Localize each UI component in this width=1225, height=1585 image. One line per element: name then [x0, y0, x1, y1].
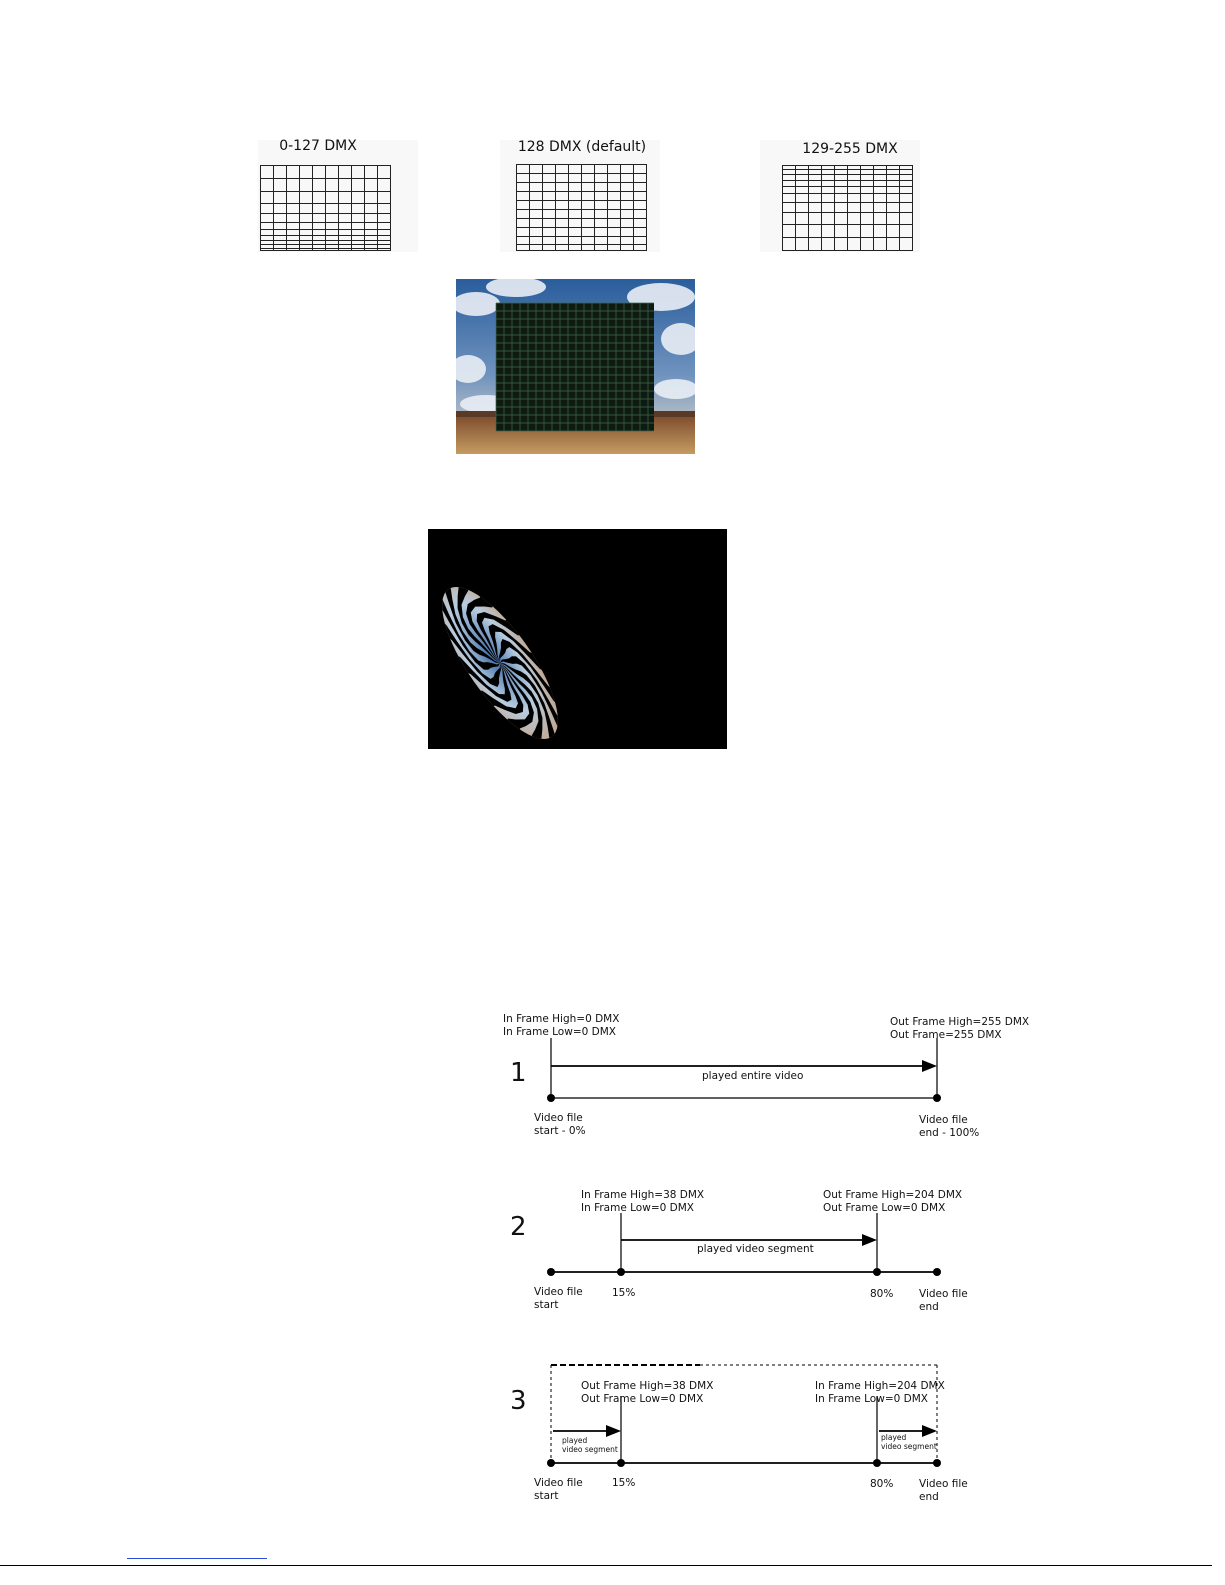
grid-caption-129-255: 129-255 DMX	[802, 141, 898, 157]
diagram-1-start-line2: start - 0%	[534, 1125, 586, 1137]
diagram-2-start-label	[534, 1286, 583, 1312]
grid-129-255	[782, 165, 914, 252]
diagram-3-start-line2: start	[534, 1490, 559, 1502]
diagram-2-start-line1: Video file	[534, 1286, 583, 1298]
diagram-3-right-arrow-line1: played	[881, 1433, 907, 1442]
grid-caption-0-127: 0-127 DMX	[279, 138, 357, 154]
diagram-2-arrow-label: played video segment	[697, 1243, 814, 1255]
diagram-3-left-arrow-line2: video segment	[562, 1445, 618, 1454]
diagram-2-in-low: In Frame Low=0 DMX	[581, 1202, 694, 1214]
diagram-1-end-label	[919, 1114, 979, 1140]
diagram-3-number: 3	[510, 1386, 527, 1416]
diagram-1-start-line1: Video file	[534, 1112, 583, 1124]
diagram-2-out-high: Out Frame High=204 DMX	[823, 1189, 963, 1201]
diagram-3-in-low: In Frame Low=0 DMX	[815, 1393, 928, 1405]
sky-grid-overlay-image	[456, 279, 695, 454]
grid-128	[516, 164, 648, 252]
diagram-3-left-arrow-label	[562, 1436, 618, 1454]
diagram-1-end-line2: end - 100%	[919, 1127, 980, 1139]
grid-caption-128: 128 DMX (default)	[517, 139, 647, 155]
footer-divider	[0, 1565, 1212, 1566]
diagram-2-in-high: In Frame High=38 DMX	[581, 1189, 705, 1201]
diagram-3-end-line1: Video file	[919, 1478, 968, 1490]
diagram-3-out-low: Out Frame Low=0 DMX	[581, 1393, 704, 1405]
grid-0-127	[260, 165, 392, 252]
diagram-1-arrow-label: played entire video	[702, 1070, 804, 1082]
diagram-3-end-line2: end	[919, 1491, 939, 1503]
diagram-1-out-high: Out Frame High=255 DMX	[890, 1016, 1030, 1028]
diagram-3-out-high: Out Frame High=38 DMX	[581, 1380, 714, 1392]
diagram-2-end-line2: end	[919, 1301, 939, 1313]
diagram-2-start-line2: start	[534, 1299, 559, 1311]
diagram-3-start-label	[534, 1477, 583, 1503]
diagram-2-end-label	[919, 1288, 968, 1314]
diagram-3-in-frame-label	[815, 1380, 945, 1406]
spiral-effect-image	[428, 529, 727, 749]
diagram-2-15-percent: 15%	[612, 1287, 636, 1299]
diagram-3-in-high: In Frame High=204 DMX	[815, 1380, 945, 1392]
diagram-2-end-line1: Video file	[919, 1288, 968, 1300]
diagram-3-end-label	[919, 1478, 968, 1504]
diagram-3-out-frame-label	[581, 1380, 713, 1406]
diagram-1-end-line1: Video file	[919, 1114, 968, 1126]
diagram-2-number: 2	[510, 1212, 527, 1242]
diagram-1-in-high: In Frame High=0 DMX	[503, 1013, 620, 1025]
diagram-3-start-line1: Video file	[534, 1477, 583, 1489]
footnote-link-underline[interactable]	[127, 1558, 267, 1559]
diagram-1-start-label	[534, 1112, 586, 1138]
diagram-3-timeline	[540, 1360, 950, 1472]
diagram-3-80-percent: 80%	[870, 1478, 894, 1490]
diagram-2-out-low: Out Frame Low=0 DMX	[823, 1202, 946, 1214]
diagram-3-15-percent: 15%	[612, 1477, 636, 1489]
diagram-1-number: 1	[510, 1058, 527, 1088]
diagram-3-right-arrow-label	[881, 1433, 937, 1451]
diagram-1-out-low: Out Frame=255 DMX	[890, 1029, 1002, 1041]
diagram-1-in-low: In Frame Low=0 DMX	[503, 1026, 616, 1038]
diagram-3-left-arrow-line1: played	[562, 1436, 588, 1445]
diagram-3-right-arrow-line2: video segment	[881, 1442, 937, 1451]
diagram-2-80-percent: 80%	[870, 1288, 894, 1300]
